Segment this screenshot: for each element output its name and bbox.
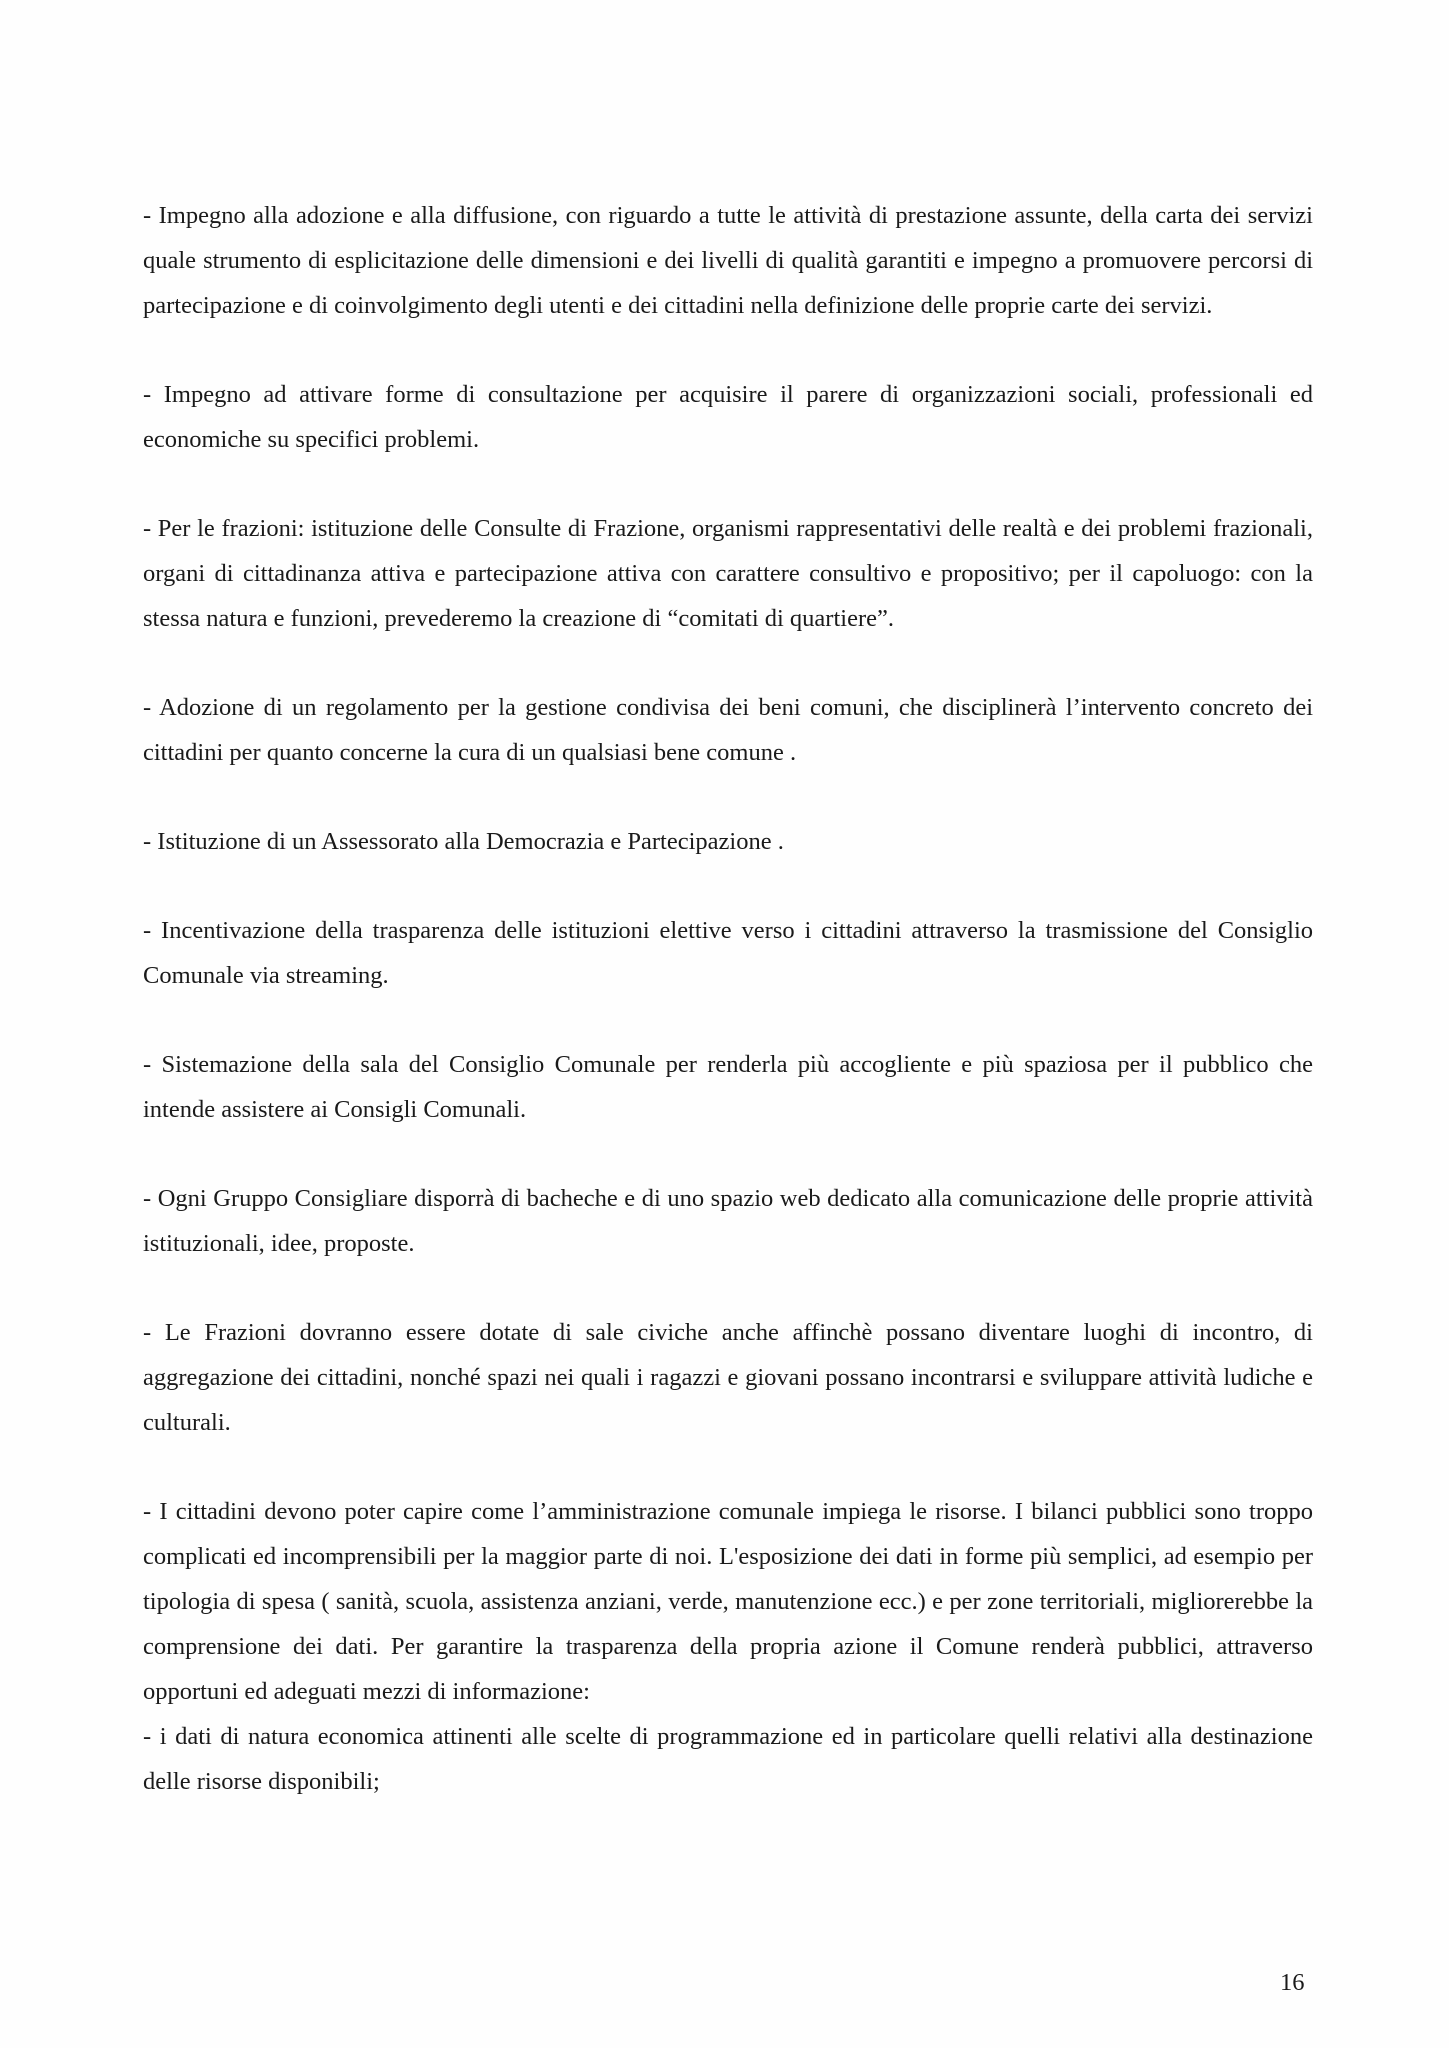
paragraph-sale-civiche: - Le Frazioni dovranno essere dotate di sale civiche anche affinchè possano diventare luoghi di incontro, di aggregazione dei cittadini, nonché spazi nei quali i ragazzi e giovani possano incontrarsi e sviluppare attività ludiche e culturali. xyxy=(143,1319,1313,1436)
paragraph-sala-consiglio: - Sistemazione della sala del Consiglio Comunale per renderla più accogliente e più spaziosa per il pubblico che intende assistere ai Consigli Comunali. xyxy=(143,1051,1313,1123)
paragraph-dati-economici: - i dati di natura economica attinenti alle scelte di programmazione ed in particolare quelli relativi alla destinazione delle risorse disponibili; xyxy=(143,1723,1313,1795)
paragraph-trasparenza-bilanci: - I cittadini devono poter capire come l’amministrazione comunale impiega le risorse. I bilanci pubblici sono troppo complicati ed incomprensibili per la maggior parte di noi. L'esposizione dei dati in forme più semplici, ad esempio per tipologia di spesa ( sanità, scuola, assistenza anziani, verde, manutenzione ecc.) e per zone territoriali, migliorerebbe la comprensione dei dati. Per garantire la trasparenza della propria azione il Comune renderà pubblici, attraverso opportuni ed adeguati mezzi di informazione: xyxy=(143,1498,1313,1705)
paragraph-assessorato: - Istituzione di un Assessorato alla Democrazia e Partecipazione . xyxy=(143,828,784,855)
paragraph-gruppo-consigliare: - Ogni Gruppo Consigliare disporrà di bacheche e di uno spazio web dedicato alla comunicazione delle proprie attività istituzionali, idee, proposte. xyxy=(143,1185,1313,1257)
page-body xyxy=(143,193,1313,1804)
paragraph-streaming: - Incentivazione della trasparenza delle istituzioni elettive verso i cittadini attraverso la trasmissione del Consiglio Comunale via streaming. xyxy=(143,917,1313,989)
paragraph-beni-comuni: - Adozione di un regolamento per la gestione condivisa dei beni comuni, che disciplinerà l’intervento concreto dei cittadini per quanto concerne la cura di un qualsiasi bene comune . xyxy=(143,694,1313,766)
paragraph-consultazione: - Impegno ad attivare forme di consultazione per acquisire il parere di organizzazioni sociali, professionali ed economiche su specifici problemi. xyxy=(143,381,1313,453)
page-number: 16 xyxy=(1280,1969,1305,1996)
paragraph-carta-servizi: - Impegno alla adozione e alla diffusione, con riguardo a tutte le attività di prestazione assunte, della carta dei servizi quale strumento di esplicitazione delle dimensioni e dei livelli di qualità garantiti e impegno a promuovere percorsi di partecipazione e di coinvolgimento degli utenti e dei cittadini nella definizione delle proprie carte dei servizi. xyxy=(143,202,1313,319)
paragraph-frazioni: - Per le frazioni: istituzione delle Consulte di Frazione, organismi rappresentativi delle realtà e dei problemi frazionali, organi di cittadinanza attiva e partecipazione attiva con carattere consultivo e propositivo; per il capoluogo: con la stessa natura e funzioni, prevederemo la creazione di “comitati di quartiere”. xyxy=(143,515,1313,632)
